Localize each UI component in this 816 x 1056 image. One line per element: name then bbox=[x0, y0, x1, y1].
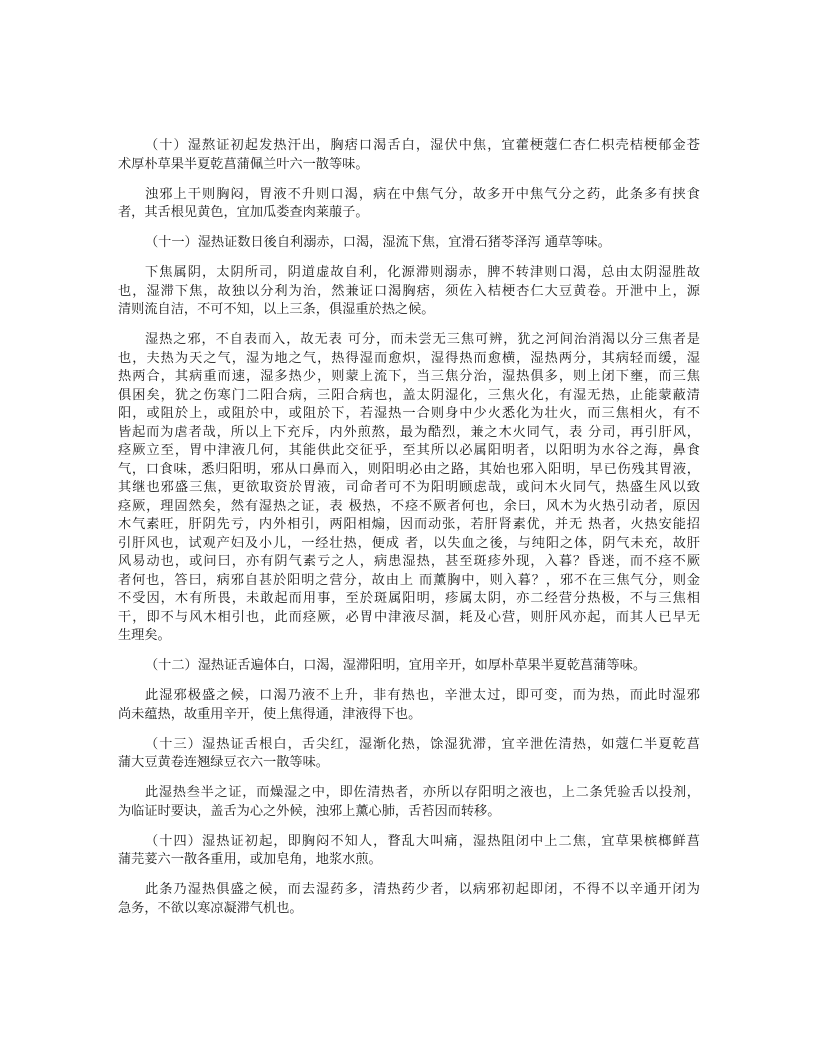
text-line: 阳，或阻於上，或阻於中，或阻於下，若湿热一合则身中少火悉化为壮火，而三焦相火，有不 bbox=[118, 406, 700, 421]
text-line: 浊邪上干则胸闷，胃液不升则口渴，病在中焦气分，故多开中焦气分之药，此条多有挟食 bbox=[145, 186, 700, 202]
document-body bbox=[118, 137, 700, 930]
text-line: （十二）湿热证舌遍体白，口渴，湿滞阳明，宜用辛开，如厚朴草果半夏乾菖蒲等味。 bbox=[145, 658, 647, 673]
text-line: （十四）湿热证初起，即胸闷不知人，瞀乱大叫痛，湿热阻闭中上二焦，宜草果槟榔鲜菖 bbox=[145, 833, 700, 849]
text-line: 干，即不与风木相引也，此而痉厥，必胃中津液尽涸，耗及心营，则肝风亦起，而其人已早无 bbox=[118, 609, 700, 625]
text-line: 也，夫热为天之气，湿为地之气，热得湿而愈炽，湿得热而愈横，湿热两分，其病轻而缓，湿 bbox=[118, 350, 700, 366]
text-line: 木气素旺，肝阴先亏，内外相引，两阳相煽，因而动张，若肝肾素优，并无 热者，火热安能招 bbox=[118, 517, 700, 532]
text-line: 为临证时要诀，盖舌为心之外候，浊邪上薰心肺，舌苔因而转移。 bbox=[118, 803, 501, 819]
clause-paragraph bbox=[118, 736, 700, 773]
commentary-paragraph bbox=[118, 331, 700, 646]
text-line: 痉厥，理固然矣，然有湿热之证，表 极热，不痉不厥者何也，余曰，风木为火热引动者，原因 bbox=[118, 498, 700, 514]
commentary-paragraph bbox=[118, 784, 700, 821]
text-line: 皆起而为虐者哉，所以上下充斥，内外煎熬，最为酷烈，兼之木火同气，表 分司，再引肝风， bbox=[118, 424, 700, 440]
text-line: 气，口食味，悉归阳明，邪从口鼻而入，则阳明必由之路，其始也邪入阳明，早已伤残其胃液， bbox=[118, 461, 700, 477]
text-line: 引肝风也，试观产妇及小儿，一经壮热，便成 者，以失血之後，与纯阳之体，阴气未充，故肝 bbox=[118, 535, 700, 551]
text-line: 热两合，其病重而速，湿多热少，则蒙上流下，当三焦分治，湿热俱多，则上闭下壅，而三焦 bbox=[118, 369, 700, 384]
text-line: （十一）湿热证数日後自利溺赤，口渴，湿流下焦，宜滑石猪苓泽泻 通草等味。 bbox=[145, 235, 611, 250]
text-line: 下焦属阴，太阴所司，阴道虚故自利，化源滞则溺赤，脾不转津则口渴，总由太阴湿胜故 bbox=[145, 265, 700, 280]
commentary-paragraph bbox=[118, 264, 700, 320]
text-line: （十三）湿热证舌根白，舌尖红，湿渐化热，馀湿犹滞，宜辛泄佐清热，如蔻仁半夏乾菖 bbox=[145, 736, 700, 752]
text-line: 风易动也，或问曰，亦有阴气素亏之人，病患湿热，甚至斑疹外现，入暮？昏迷，而不痉不厥 bbox=[118, 554, 700, 569]
text-line: 其继也邪盛三焦，更欲取资於胃液，司命者可不为阳明顾虑哉，或问木火同气，热盛生风以致 bbox=[118, 480, 700, 495]
text-line: 也，湿滞下焦，故独以分利为治，然兼证口渴胸痞，须佐入桔梗杏仁大豆黄卷。开泄中上，源 bbox=[118, 283, 700, 299]
text-line: 者何也，答曰，病邪自甚於阳明之营分，故由上 而薰胸中，则入暮？，邪不在三焦气分，则金 bbox=[118, 572, 700, 588]
text-line: 术厚朴草果半夏乾菖蒲佩兰叶六一散等味。 bbox=[118, 156, 369, 172]
text-line: 痉厥立至，胃中津液几何，其能供此交征乎，至其所以必属阳明者，以阳明为水谷之海，鼻食 bbox=[118, 443, 700, 458]
commentary-paragraph bbox=[118, 687, 700, 724]
text-line: 尚未蕴热，故重用辛开，使上焦得通，津液得下也。 bbox=[118, 706, 422, 722]
text-line: 者，其舌根见黄色，宜加瓜娄查肉莱菔子。 bbox=[118, 205, 369, 220]
commentary-paragraph bbox=[118, 186, 700, 223]
text-line: （十）湿熬证初起发热汗出，胸痞口渴舌白，湿伏中焦，宜藿梗蔻仁杏仁枳壳桔梗郁金苍 bbox=[145, 138, 700, 153]
text-line: 生理矣。 bbox=[118, 628, 171, 643]
text-line: 湿热之邪，不自表而入，故无表 可分，而未尝无三焦可辨，犹之河间治消渴以分三焦者是 bbox=[145, 332, 700, 347]
commentary-paragraph bbox=[118, 881, 700, 918]
clause-paragraph bbox=[118, 137, 700, 174]
text-line: 清则流自洁，不可不知，以上三条，俱湿重於热之候。 bbox=[118, 302, 435, 317]
text-line: 不受因，木有所畏，未敢起而用事，至於斑属阳明，疹属太阴，亦二经营分热极，不与三焦相 bbox=[118, 591, 700, 606]
text-line: 此湿热叁半之证，而燥湿之中，即佐清热者，亦所以存阳明之液也，上二条凭验舌以投剂， bbox=[145, 785, 700, 800]
text-line: 此条乃湿热俱盛之候，而去湿药多，清热药少者，以病邪初起即闭，不得不以辛通开闭为 bbox=[145, 882, 700, 897]
clause-paragraph bbox=[118, 833, 700, 870]
text-line: 此湿邪极盛之候，口渴乃液不上升，非有热也，辛泄太过，即可变，而为热，而此时湿邪 bbox=[145, 688, 700, 703]
text-line: 急务，不欲以寒凉凝滞气机也。 bbox=[118, 900, 303, 916]
text-line: 蒲芫荽六一散各重用，或加皂角，地浆水煎。 bbox=[118, 852, 382, 867]
clause-paragraph bbox=[118, 657, 700, 676]
clause-paragraph bbox=[118, 234, 700, 253]
text-line: 俱困矣，犹之伤寒门二阳合病，三阳合病也，盖太阴湿化，三焦火化，有湿无热，止能蒙蔽清 bbox=[118, 387, 700, 403]
text-line: 蒲大豆黄卷连翘绿豆衣六一散等味。 bbox=[118, 755, 329, 770]
